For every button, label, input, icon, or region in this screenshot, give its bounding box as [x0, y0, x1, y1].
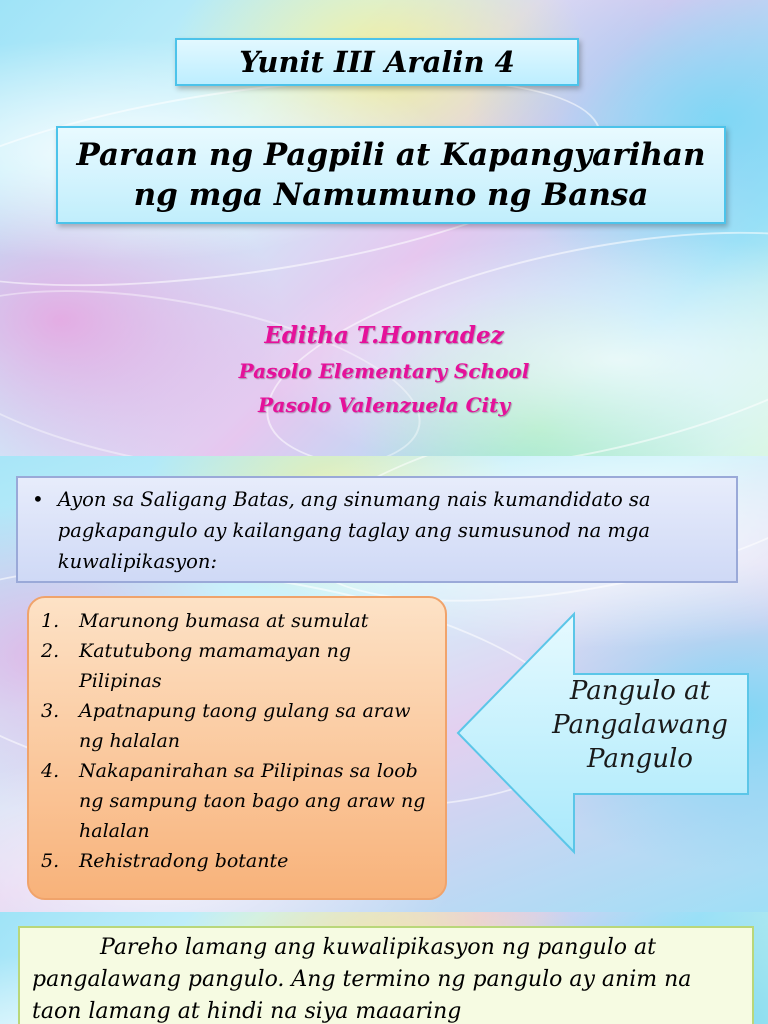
qualifications-box	[27, 596, 447, 900]
left-arrow-callout	[456, 610, 752, 856]
unit-title-box	[175, 38, 579, 86]
list-item-number: 1.	[41, 610, 60, 632]
list-item-text: Rehistradong botante	[79, 850, 289, 872]
list-item-number: 3.	[41, 700, 60, 722]
unit-title: Yunit III Aralin 4	[239, 45, 515, 79]
qualifications-slide	[0, 456, 768, 912]
list-item-number: 2.	[41, 640, 60, 662]
list-item-number: 5.	[41, 850, 60, 872]
arrow-label: Pangulo at Pangalawang Pangulo	[552, 676, 728, 774]
lesson-title-line-2: ng mga Namumuno ng Bansa	[133, 177, 649, 213]
author-name: Editha T.Honradez	[264, 322, 504, 349]
list-item-text: Apatnapung taong gulang sa araw ng halalan	[79, 700, 411, 752]
note-slide	[0, 912, 768, 1024]
qualifications-list	[41, 606, 435, 876]
note-box	[18, 926, 754, 1024]
list-item-text: Katutubong mamamayan ng Pilipinas	[79, 640, 352, 692]
author-block	[0, 318, 768, 422]
list-item	[41, 846, 435, 876]
school-location: Pasolo Valenzuela City	[258, 393, 510, 417]
intro-text: Ayon sa Saligang Batas, ang sinumang nais kumandidato sa pagkapangulo ay kailangang taglay ang sumusunod na mga kuwalipikasyon:	[57, 488, 651, 573]
note-text: Pareho lamang ang kuwalipikasyon ng pangulo at pangalawang pangulo. Ang termino ng pangulo ay anim na taon lamang at hindi na siya maaaring	[32, 935, 692, 1024]
bullet-icon: •	[32, 487, 44, 511]
lesson-title-box	[56, 126, 726, 224]
list-item	[41, 636, 435, 696]
list-item-number: 4.	[41, 760, 60, 782]
title-slide	[0, 0, 768, 456]
list-item	[41, 696, 435, 756]
school-name: Pasolo Elementary School	[238, 359, 530, 383]
list-item	[41, 756, 435, 846]
lesson-title-line-1: Paraan ng Pagpili at Kapangyarihan	[76, 137, 706, 173]
intro-box	[16, 476, 738, 583]
list-item-text: Marunong bumasa at sumulat	[79, 610, 369, 632]
list-item-text: Nakapanirahan sa Pilipinas sa loob ng sampung taon bago ang araw ng halalan	[79, 760, 426, 842]
list-item	[41, 606, 435, 636]
